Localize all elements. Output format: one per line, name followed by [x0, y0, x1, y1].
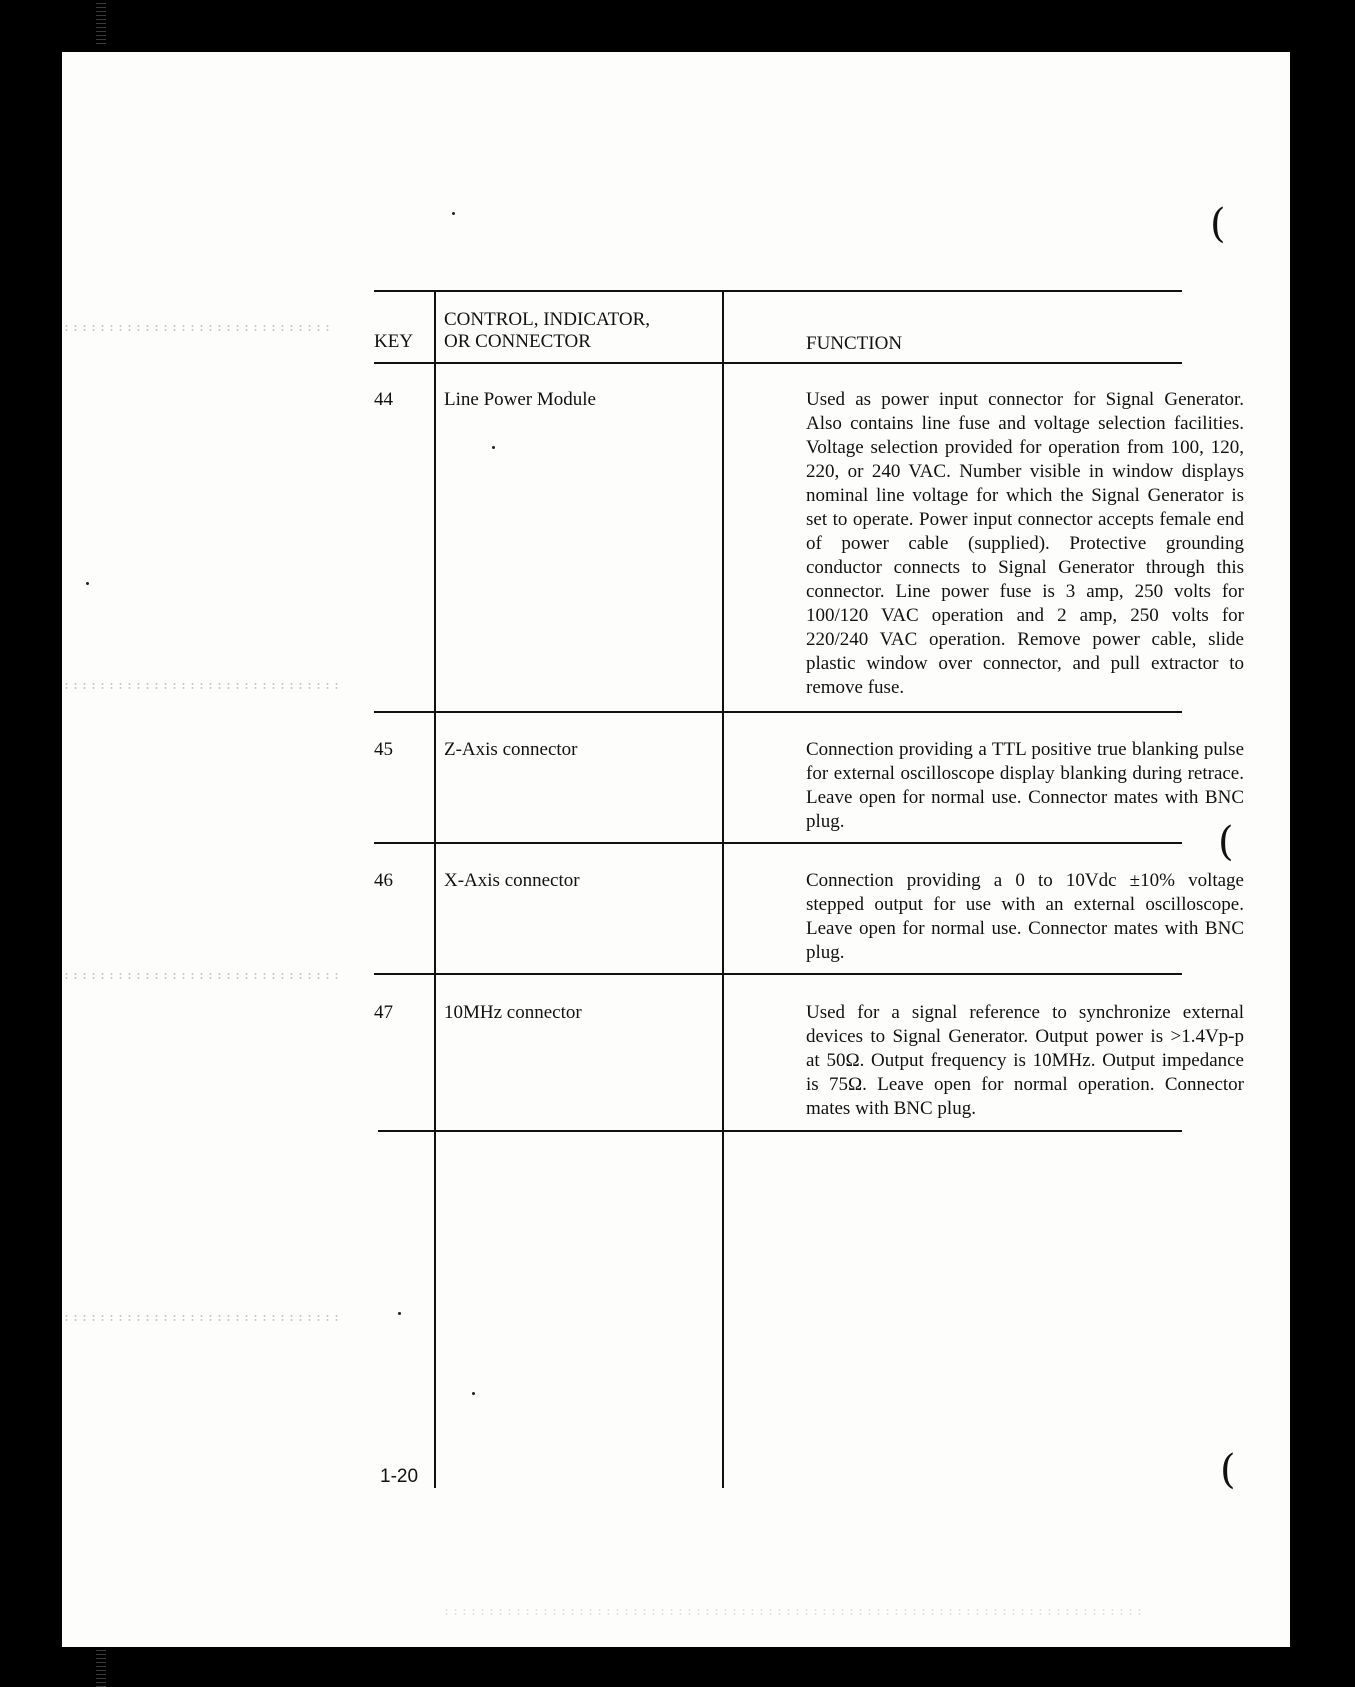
table-top-rule — [374, 290, 1182, 292]
row-key: 44 — [374, 389, 393, 410]
row-key: 47 — [374, 1002, 393, 1023]
row-control: X-Axis connector — [444, 870, 580, 891]
scan-speck — [86, 582, 89, 585]
scan-noise — [442, 1608, 1142, 1616]
row-function: Connection providing a TTL positive true blanking pulse for external oscilloscope display blanking during retrace. Leave open for normal use. Connector mates with BNC plug. — [806, 739, 1244, 832]
scan-noise — [62, 1314, 342, 1322]
row-key: 45 — [374, 739, 393, 760]
row-divider — [378, 1130, 1182, 1132]
row-key: 46 — [374, 870, 393, 891]
binder-hole-mark: ( — [1220, 1447, 1236, 1493]
scan-edge-artifact — [96, 0, 106, 44]
scan-noise — [62, 324, 332, 332]
binder-hole-mark: ( — [1210, 201, 1226, 247]
row-function: Used as power input connector for Signal Generator. Also contains line fuse and voltage selection facilities. Voltage selection provided for operation from 100, 120, 220, or 240 VAC. Number visible in window displays nominal line voltage for which the Signal Generator is set to operate. Power input connector accepts female end of power cable (supplied). Protective grounding conductor connects to Signal Generator through this connector. Line power fuse is 3 amp, 250 volts for 100/120 VAC operation and 2 amp, 250 volts for 220/240 VAC operation. Remove power cable, slide plastic window over connector, and pull extractor to remove fuse. — [806, 389, 1244, 698]
controls-table — [374, 290, 1244, 1488]
row-divider — [374, 842, 1182, 844]
scan-noise — [62, 682, 342, 690]
scan-edge-artifact — [96, 1650, 106, 1687]
header-key: KEY — [374, 331, 414, 352]
row-function: Connection providing a 0 to 10Vdc ±10% voltage stepped output for use with an external oscilloscope. Leave open for normal use. Connector mates with BNC plug. — [806, 870, 1244, 963]
header-function: FUNCTION — [806, 333, 903, 354]
row-control: Line Power Module — [444, 389, 596, 410]
row-control: Z-Axis connector — [444, 739, 578, 760]
column-divider — [434, 290, 436, 1488]
row-divider — [374, 711, 1182, 713]
row-control: 10MHz connector — [444, 1002, 582, 1023]
row-divider — [374, 973, 1182, 975]
scan-noise — [62, 972, 342, 980]
binder-hole-mark: ( — [1218, 819, 1234, 865]
header-bottom-rule — [374, 362, 1182, 364]
scan-speck — [452, 212, 455, 215]
page-number: 1-20 — [380, 1466, 419, 1487]
document-page — [62, 52, 1290, 1647]
header-control: CONTROL, INDICATOR, — [444, 309, 651, 330]
column-divider — [722, 290, 724, 1488]
row-function: Used for a signal reference to synchronize external devices to Signal Generator. Output power is >1.4Vp-p at 50Ω. Output frequency is 10MHz. Output impedance is 75Ω. Leave open for normal operation. Connector mates with BNC plug. — [806, 1002, 1244, 1119]
header-control: OR CONNECTOR — [444, 331, 591, 352]
